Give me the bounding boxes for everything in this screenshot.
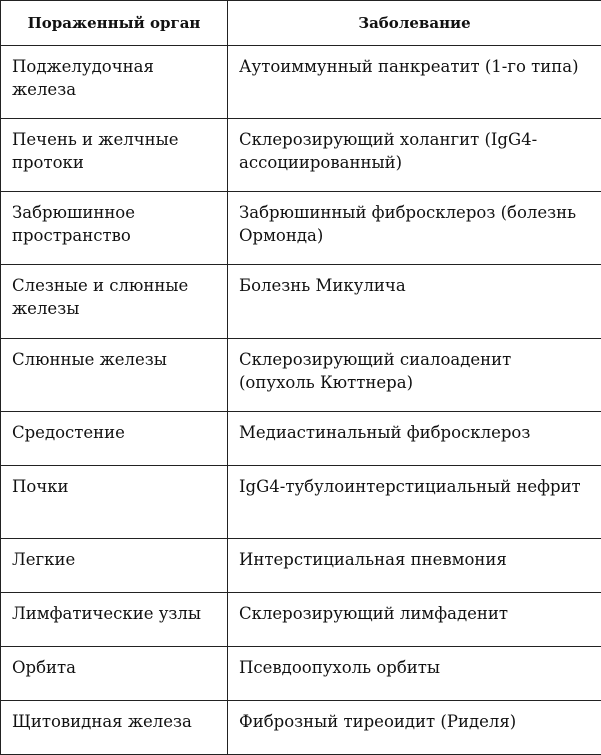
disease-cell: Псевдоопухоль орбиты (228, 647, 601, 701)
header-organ: Пораженный орган (1, 1, 228, 46)
table-row (1, 466, 601, 539)
disease-cell: Аутоиммунный панкреатит (1-го типа) (228, 46, 601, 119)
disease-cell: Интерстициальная пневмония (228, 539, 601, 593)
organ-cell: Печень и желчные протоки (1, 119, 228, 192)
organ-cell: Средостение (1, 412, 228, 466)
organ-cell: Поджелудочная железа (1, 46, 228, 119)
disease-cell: Склерозирующий холангит (IgG4-ассоциированный) (228, 119, 601, 192)
disease-cell: Фиброзный тиреоидит (Риделя) (228, 701, 601, 755)
table-row (1, 701, 601, 755)
table-row (1, 593, 601, 647)
table-row (1, 412, 601, 466)
table-row (1, 647, 601, 701)
disease-cell: Забрюшинный фибросклероз (болезнь Ормонда) (228, 192, 601, 265)
organ-cell: Орбита (1, 647, 228, 701)
organ-cell: Легкие (1, 539, 228, 593)
disease-cell: Медиастинальный фибросклероз (228, 412, 601, 466)
table-row (1, 192, 601, 265)
disease-cell: Склерозирующий лимфаденит (228, 593, 601, 647)
organ-cell: Лимфатические узлы (1, 593, 228, 647)
disease-cell: IgG4-тубулоинтерстициальный нефрит (228, 466, 601, 539)
disease-cell: Болезнь Микулича (228, 265, 601, 339)
table-row (1, 265, 601, 339)
organ-cell: Слезные и слюнные железы (1, 265, 228, 339)
header-disease: Заболевание (228, 1, 601, 46)
table-row (1, 339, 601, 412)
organ-cell: Слюнные железы (1, 339, 228, 412)
table-row (1, 46, 601, 119)
table-row (1, 539, 601, 593)
organ-cell: Почки (1, 466, 228, 539)
organ-cell: Забрюшинное пространство (1, 192, 228, 265)
table-row (1, 119, 601, 192)
organ-cell: Щитовидная железа (1, 701, 228, 755)
disease-cell: Склерозирующий сиалоаденит (опухоль Кюттнера) (228, 339, 601, 412)
table-header-row (1, 1, 601, 46)
